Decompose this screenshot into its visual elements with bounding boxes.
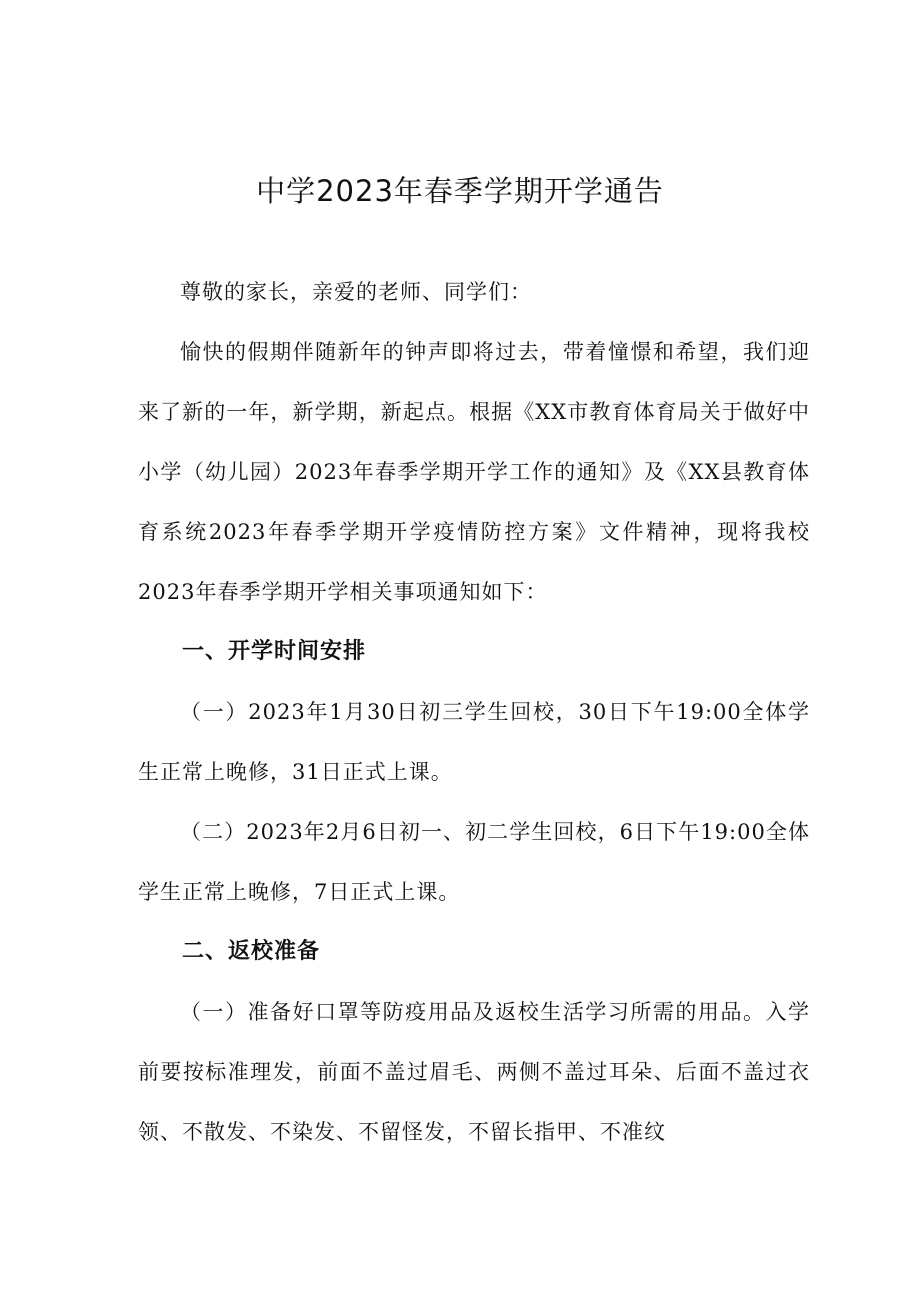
schedule-paragraph-2: （二）2023年2月6日初一、初二学生回校，6日下午19:00全体学生正常上晚修，7日正式上课。 [138, 820, 810, 904]
section-heading-preparation: 二、返校准备 [182, 939, 321, 964]
preparation-paragraph-1: （一）准备好口罩等防疫用品及返校生活学习所需的用品。入学前要按标准理发，前面不盖过眉毛、两侧不盖过耳朵、后面不盖过衣领、不散发、不染发、不留怪发，不留长指甲、不准纹 [138, 1000, 810, 1144]
salutation: 尊敬的家长，亲爱的老师、同学们： [180, 280, 532, 304]
document-title: 中学2023年春季学期开学通告 [256, 174, 664, 208]
document-body [138, 262, 810, 1162]
schedule-paragraph-1: （一）2023年1月30日初三学生回校，30日下午19:00全体学生正常上晚修，31日正式上课。 [138, 700, 810, 784]
section-heading-schedule: 一、开学时间安排 [182, 639, 367, 664]
intro-paragraph: 愉快的假期伴随新年的钟声即将过去，带着憧憬和希望，我们迎来了新的一年，新学期，新起点。根据《XX市教育体育局关于做好中小学（幼儿园）2023年春季学期开学工作的通知》及《XX县教育体育系统2023年春季学期开学疫情防控方案》文件精神，现将我校2023年春季学期开学相关事项通知如下： [138, 340, 810, 604]
